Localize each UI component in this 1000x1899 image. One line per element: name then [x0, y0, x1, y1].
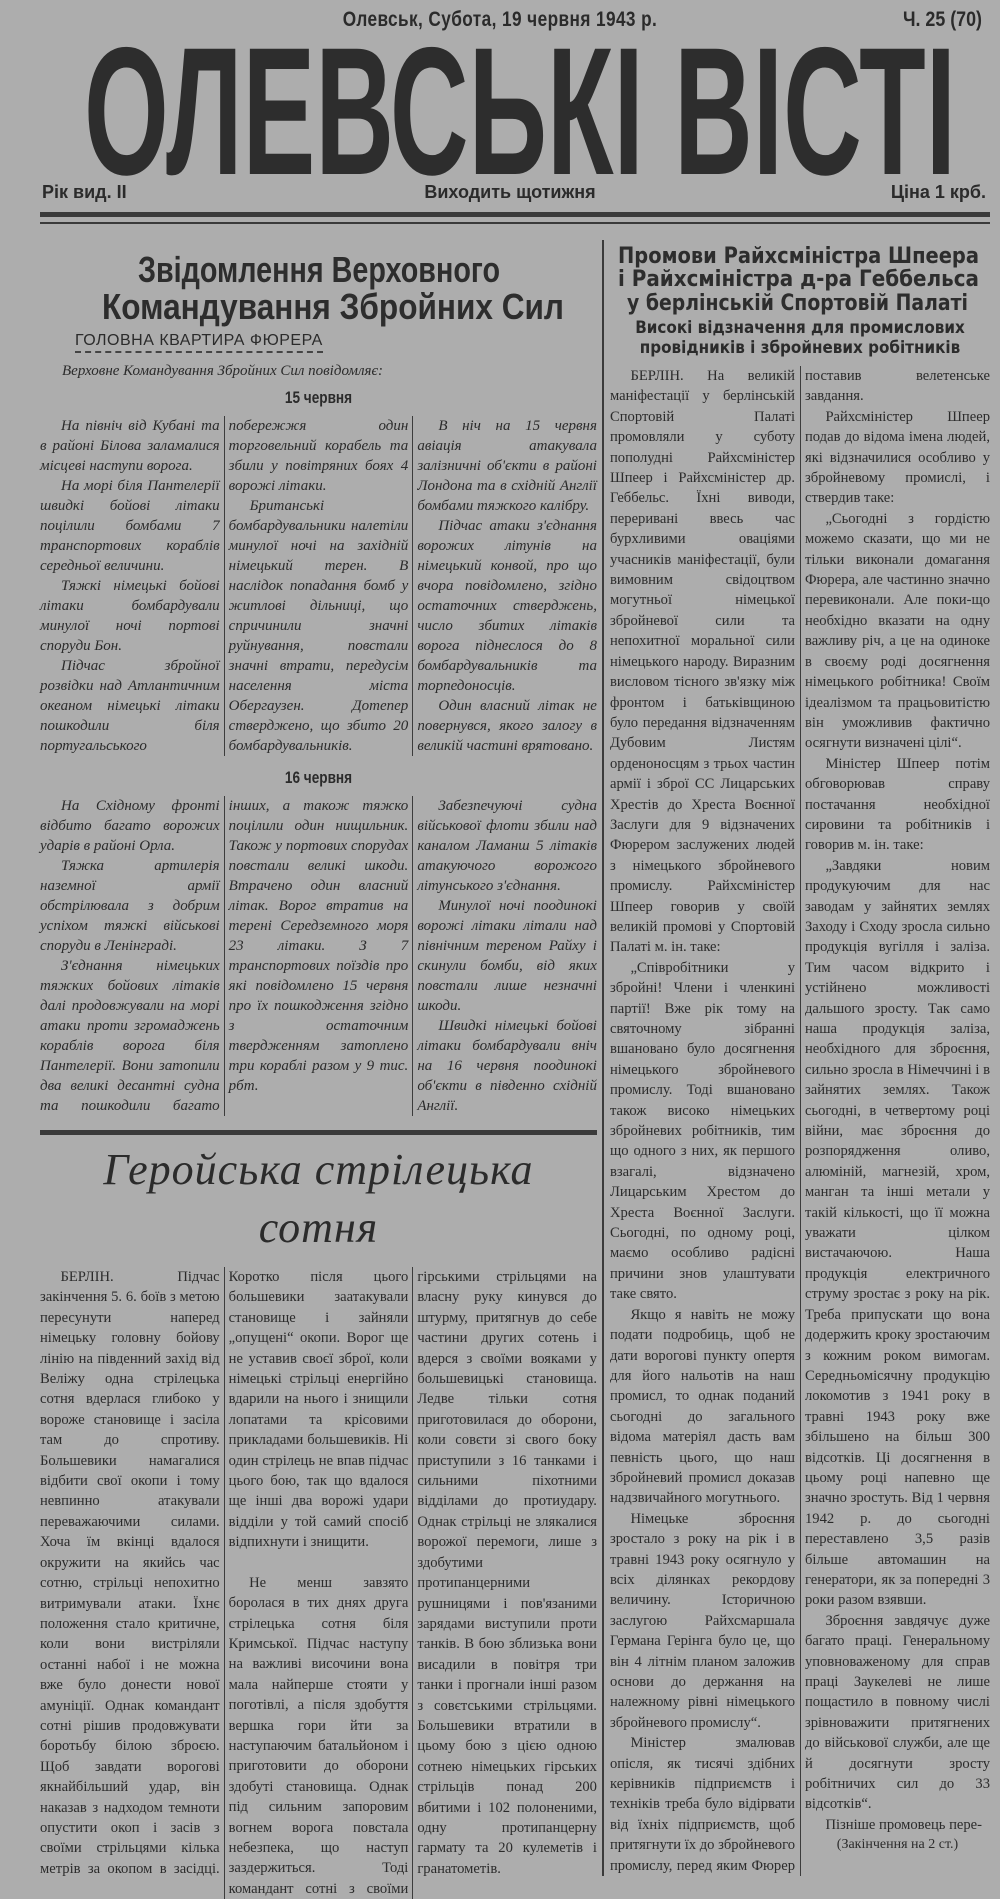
- right-section: [602, 240, 990, 1876]
- speeches-headline-line-1: Промови Райхсміністра Шпеера: [618, 244, 979, 269]
- paragraph: Підчас атаки з'єднання ворожих літунів на німецький конвой, про що вчора повідомлено, згідно остаточних стверджень, число збитих літаків ворога піднеслося до 8 бомбардувальників та торпедоносців.: [417, 518, 597, 694]
- speeches-headline: [610, 240, 990, 318]
- speeches-headline-line-2: і Райхсміністра д-ра Геббельса: [618, 267, 979, 292]
- masthead-rule-thin: [40, 222, 990, 224]
- masthead-rule: [40, 212, 990, 217]
- dateline: Олевськ, Субота, 19 червня 1943 р.: [342, 8, 658, 31]
- paragraph: Швидкі німецькі бойові літаки бомбардували вніч на 16 червня поодинокі об'єкти в південно східній Англії.: [417, 1018, 597, 1114]
- paragraph: БЕРЛІН. На великій маніфестації у берлінській Спортовій Палаті промовляли у суботу пополудні Райхсміністер Шпеер і Райхсміністер др. Геббельс. Їхні виводи, перериванi ввесь час бурхливими оваціями учасників маніфестації, були вимовним свідоцтвом могутньої німецької збройневої сили та непохитної моральної сили німецького народу. Виразним висловом тісного зв'язку між фронтом і батьківщиною було передання відзначенням Дубовим Листям орденоносцям з трьох частин армії і зброї СС Лицарських Хрестів до Хреста Воєнної Заслуги для 9 відзначених Фюрером заслужених людей з німецького збройневого промислу. Райхсміністер Шпеер говорив у своїй великій промові у Спортовій Палаті м. ін. таке:: [610, 368, 795, 956]
- paragraph: Тяжка артилерія наземної армії обстрілювала з добрим успіхом тяжкі військові споруди в Ленінграді.: [40, 858, 220, 954]
- publication-frequency: Виходить щотижня: [424, 182, 596, 202]
- paragraph: Міністер змалював опісля, як тисячі здібних керівників підприємств і техніків треба було відірвати від їхніх підприємств, щоб притягнути їх до збройневого промислу, перед яким Фюрер поставив велетенське завдання.: [610, 368, 990, 1874]
- paragraph: Британські бомбардувальники налетіли минулої ночі на західній німецький терен. В наслідок попадання бомб у житлові дільниці, що спричинили значні руйнування, повстали значні втрати, передусім населення міста Обергаузен. Дотепер стверджено, що збито 20 бомбардувальників.: [228, 498, 409, 754]
- paragraph: Минулої ночі поодинокі ворожі літаки літали над північним тереном Райху і скинули бомби, від яких повстали лише незначні шкоди.: [417, 898, 597, 1014]
- continued-note: (Закінчення на 2 ст.): [836, 1837, 959, 1853]
- speeches-subhead-1: Високі відзначення для промислових: [635, 318, 965, 337]
- newspaper-title-text: ОЛЕВСЬКІ ВІСТІ: [84, 40, 957, 180]
- price: Ціна 1 крб.: [890, 182, 986, 202]
- paragraph: „Сьогодні з гордістю можемо сказати, що ми не тільки виконали домагання Фюрера, але частинно значно перевиконали. Але поки-що необхідно вказати на одну важливу річ, а це на одиноке в своєму роді досягнення німецького робітника! Своїм ідеалізмом та працьовитістю він уможливив фактично осягнути визначені цілі“.: [805, 510, 990, 752]
- report-date-15: 15 червня: [284, 388, 353, 407]
- paragraph: Якщо я навіть не можу подати подробиць, щоб не дати ворогові пункту опертя для його нальотів на наш промисл, то однак поданий сьогодні до загального відома матеріял дасть вам певність цього, що наш збройневий промисл доказав надзвичайного могутнього.: [610, 1306, 795, 1507]
- paragraph: Пізніше промовець пере-: [825, 1816, 982, 1833]
- issue-number: Ч. 25 (70): [902, 8, 982, 31]
- company-body: [40, 1267, 597, 1899]
- paragraph: Німецьке зброєння зростало з року на рік і в травні 1943 року осягнуло у всіх ділянках рекордову величину. Історичною заслугою Райхсмаршала Германа Герінга було це, що він 4 літнім планом заложив основи до держання на належному рівні німецького збройневого промислу“.: [610, 1510, 795, 1731]
- paragraph: Зброєння завдячує дуже багато праці. Генеральному уповноваженому для справ праці Заукелеві не лише пощастило в повному числі зрівноважити притягнених до військової служби, але ще й досягнути зросту робітничих сил до 33 відсотків“.: [805, 1612, 990, 1813]
- report-date-16: 16 червня: [284, 768, 353, 787]
- report-headline-line-1: Звідомлення Верховного: [138, 249, 500, 290]
- paragraph: „Співробітники у збройні! Члени і членкині партії! Вже рік тому на святочному зібранні вшановано було досягнення німецького збройневого промислу. Тоді вшановано також високо німецьких збройневих робітників, тим що одного з них, як першого взагалі, відзначено Лицарським Хрестом до Хреста Воєнної Заслуги. Сьогодні, по одному році, маємо особливо радісні причини знов улаштувати таке свято.: [610, 959, 795, 1303]
- speeches-body: [610, 366, 990, 1876]
- paragraph: На Східному фронті відбито багато ворожих ударів в районі Орла.: [40, 798, 220, 854]
- left-section: [40, 240, 597, 1899]
- report-day1-body: [40, 416, 597, 756]
- report-headline-line-2: Командування Збройних Сил: [102, 286, 564, 327]
- report-dateline: ГОЛОВНА КВАРТИРА ФЮРЕРА: [75, 332, 323, 353]
- newspaper-title: [80, 40, 960, 180]
- paragraph: Райхсміністер Шпеер подав до відома імена людей, які відзначилися особливо у збройневому промислі, і ствердив таке:: [805, 408, 990, 507]
- paragraph: „Завдяки новим продукуючим для нас заводам у зайнятих землях Заходу і Сходу зросла сильно продукція вугілля і заліза. Тим часом відкрито і устійнено можливості дальшого зросту. Так само наша продукція заліза, необхідного для зброєння, сильно зросла в Німеччині і в зайнятих землях. Також сьогодні, в четвертому році війни, має зброєння до розпорядження оливо, алюміній, магнезій, хром, манган та інші метали у такій кількості, що її можна уважати цілком вистачаючою. Наша продукція електричного струму зростає з року на рік. Треба припускати що вона додержить кроку зростаючим з кожним роком вимогам. Середньомісячну продукцію локомотив з 1941 року в травні 1943 року вже збільшено на більш 300 відсотків. Ці досягнення в цьому році напевно ще значно зростуть. Від 1 червня 1942 р. до сьогодні переставлено 3,5 разів більше автомашин на генератори, як за попередні 3 роки разом взявши.: [805, 857, 990, 1609]
- section-rule: [40, 1130, 597, 1135]
- paragraph: На морі біля Пантелерії швидкі бойові літаки поцілили бомбами 7 транспортових кораблів середньої величини.: [40, 478, 220, 574]
- publication-year: Рік вид. II: [42, 182, 127, 202]
- paragraph: На північ від Кубані та в районі Білова заламалися місцеві наступи ворога.: [40, 418, 220, 474]
- paragraph: Один власний літак не повернувся, якого залогу в великій частині врятовано.: [417, 698, 597, 754]
- paragraph: В ніч на 15 червня авіація атакувала залізничні об'єкти в районі Лондона та в східній Англії бомбами тяжкого калібру.: [417, 418, 597, 514]
- speeches-headline-line-3: у берлінській Спортовій Палаті: [627, 291, 968, 316]
- report-intro: Верховне Командування Збройних Сил повідомляє:: [62, 363, 383, 379]
- report-day2-body: [40, 796, 597, 1116]
- speeches-subhead-2: провідників і збройневих робітників: [639, 338, 961, 357]
- paragraph: БЕРЛІН. Підчас закінчення 5. 6. боїв з метою пересунути наперед німецьку головну бойову лінію на південний захід від Веліжу одна стрілецька сотня вдерлася глибоко у вороже становище і засіла там до спротиву. Большевики намагалися відбити свої окопи і тому невпинно атакували переважаючими силами. Хоча їм вкінці вдалося окружити на якийсь час сотню, стрільці непохитно витримували атаки. Їхнє положення стало критичне, коли вони вистріляли останні набої і не можна вже було донести нової амуніції. Однак командант сотні рішив продовжувати боротьбу білою зброєю. Щоб завдати ворогові якнайбільший удар, він наказав з надходом темноти опустити окоп і засів з своїми стрільцями кілька метрів за окопом в засідці. Коротко після цього большевики заатакували становище і зайняли „опущені“ окопи. Ворог ще не уставив своєї зброї, коли німецькі стрільці енергійно вдарили на нього і знищили лопатами та крісовими прикладами большевиків. Ні один стрілець не впав підчас цього бою, так що вдалося ще інші два ворожі удари відділи у той самий спосіб відпихнути і знищити.: [40, 1269, 409, 1877]
- paragraph: З'єднання німецьких тяжких бойових літаків далі продовжували на морі атаки проти згромаджень кораблів ворога біля Пантелерії. Вони затопили два великі десантні судна та пошкодили багато інших, а також тяжко поцілили один нищильник. Також у портових спорудах повстали великі шкоди. Втрачено один власний літак. Ворог втратив на терені Середземного моря 23 літаки. З 7 транспортових поїздів про які повідомлено 15 червня про їх пошкодження згідно з остаточним твердженням затоплено три кораблі разом у 9 тис. рбт.: [40, 798, 409, 1114]
- paragraph: Підчас збройної розвідки над Атлантичним океаном німецькі літаки пошкодили біля португальського побережжя один торговельний корабель та збили у повітряних боях 4 ворожі літаки.: [40, 418, 409, 754]
- paragraph: Міністер Шпеер потім обговорював справу постачання необхідної сировини та робітників і говорив м. ін. таке:: [805, 755, 990, 854]
- company-headline: Геройська стрілецька сотня: [103, 1145, 534, 1252]
- paragraph: Тяжкі німецькі бойові літаки бомбардували минулої ночі портові споруди Бон.: [40, 578, 220, 654]
- paragraph: Забезпечуючі судна військової флоти збили над каналом Ламанш 5 літаків атакуючого ворожого літунського з'єднання.: [417, 798, 597, 894]
- report-headline: [40, 240, 597, 328]
- paragraph: Не менш завзято боролася в тих днях друга стрілецька сотня біля Кримської. Підчас наступу на важливі височини вона мала найперше стояти у поготівлі, а після здобуття вершка гори йти за наступаючим батальйоном і приготовити до оборони здобуті становища. Однак під сильним запоровим вогнем ворога повстала небезпека, що наступ заздержиться. Тоді командант сотні з своїми гірськими стрільцями на власну руку кинувся до штурму, притягнув до себе частини других сотень і вдерся з своїми вояками у большевицькі становища. Ледве тільки сотня приготовилася до оборони, коли совєти зі свого боку приступили з 16 танками і сильними піхотними відділами до протиудару. Однак стрільці не злякалися ворожої перемоги, лише з здобутими протипанцерними рушницями і пов'язаними зарядами виступили проти танків. В бою зблизька вони висадили в повітря три танки і прогнали інші разом з совєтськими стрільцями. Большевики втратили в цьому бою з цією одною сотнею німецьких гірських стрільців понад 200 вбитими і 102 полоненими, одну протипанцерну гармату та 20 кулеметів і гранатометів.: [228, 1269, 597, 1897]
